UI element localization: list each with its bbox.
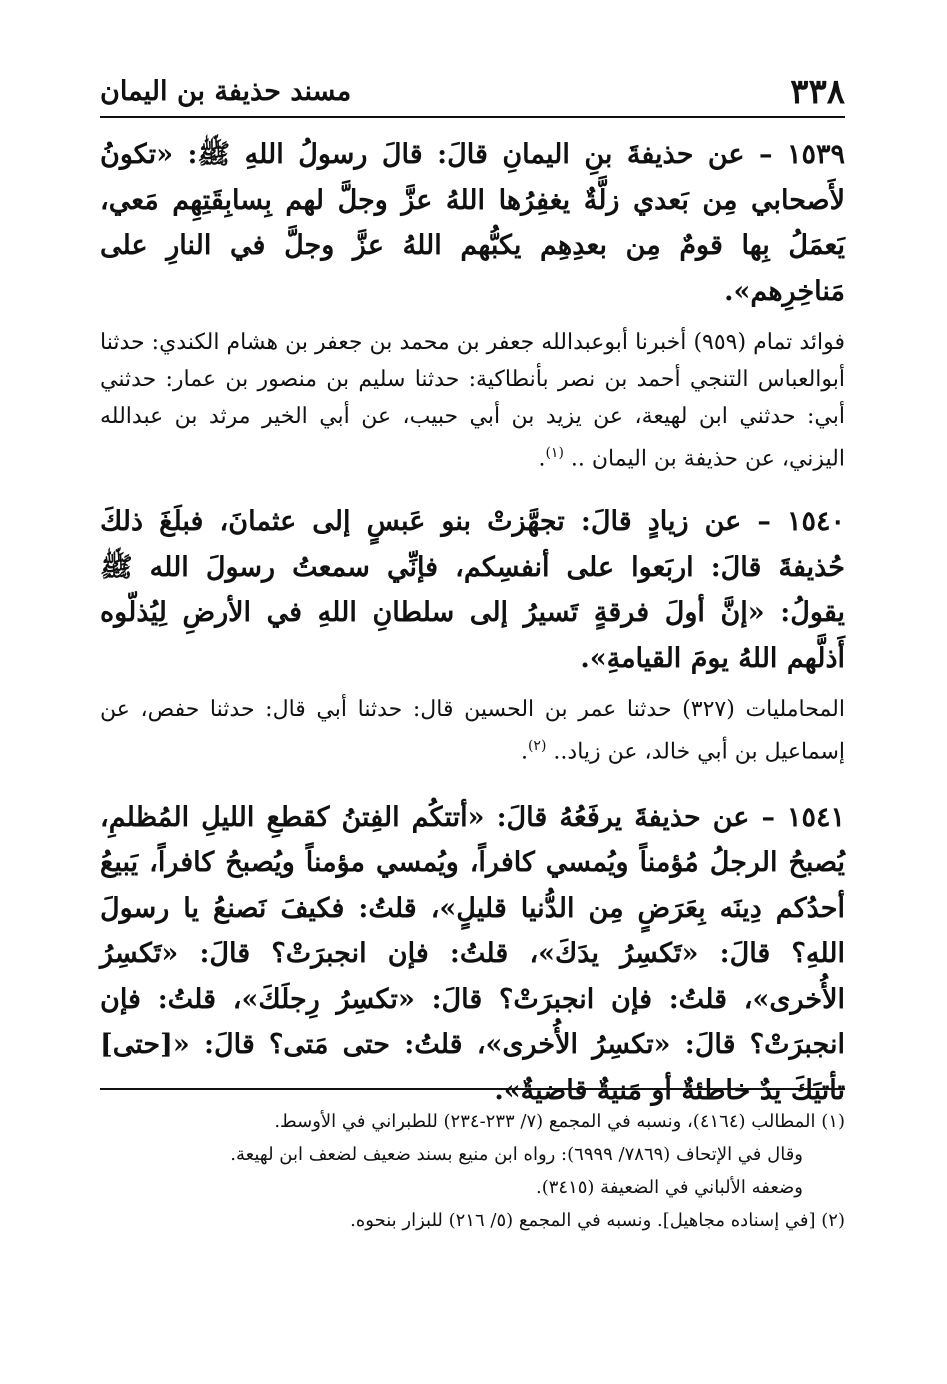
page-header	[100, 60, 845, 118]
book-page	[100, 60, 845, 1113]
footnote-line: (١) المطالب (٤١٦٤)، ونسبه في المجمع (٧/ ٢٣٣-٢٣٤) للطبراني في الأوسط.	[274, 1111, 845, 1132]
hadith-number: ١٥٤٠	[786, 506, 845, 538]
footnote-line: وقال في الإتحاف (٧٨٦٩/ ٦٩٩٩): رواه ابن منيع بسند ضعيف لضعف ابن لهيعة.	[230, 1144, 803, 1165]
hadith-1541	[100, 795, 845, 1114]
source-citation: فوائد تمام (٩٥٩) أخبرنا أبوعبدالله جعفر بن محمد بن جعفر بن هشام الكندي: حدثنا أبوالعباس التنجي أحمد بن نصر بأنطاكية: حدثنا سليم بن منصور بن عمار: حدثني أبي: حدثني ابن لهيعة، عن يزيد بن أبي حبيب، عن أبي الخير مرثد بن عبدالله اليزني، عن حذيفة بن اليمان .. $^{(١)}$.	[100, 330, 845, 472]
page-number: ٣٣٨	[790, 72, 845, 112]
running-title: مسند حذيفة بن اليمان	[100, 76, 352, 107]
footnote-line: (٢) [في إسناده مجاهيل]. ونسبه في المجمع (٥/ ٢١٦) للبزار بنحوه.	[350, 1210, 845, 1231]
hadith-text: – عن حذيفةَ يرفَعُهُ قالَ: «أتتكُم الفِتنُ كقطعِ الليلِ المُظلمِ، يُصبحُ الرجلُ مُؤمناً ويُمسي كافراً، ويُمسي مؤمناً ويُصبحُ كافراً، يَبيعُ أحدُكم دِينَه بِعَرَضٍ مِن الدُّنيا قليلٍ»، قلتُ: فكيفَ نَصنعُ يا رسولَ اللهِ؟ قالَ: «تَكسِرُ يدَكَ»، قلتُ: فإن انجبرَتْ؟ قالَ: «تَكسِرُ الأُخرى»، قلتُ: فإن انجبرَتْ؟ قالَ: «تكسِرُ رِجلَكَ»، قلتُ: فإن انجبرَتْ؟ قالَ: «تكسِرُ الأُخرى»، قلتُ: حتى مَتى؟ قالَ: «[حتى] تأتيَكَ يدٌ خاطئةٌ أو مَنيةٌ قاضيةٌ».	[100, 801, 845, 1106]
source-text: المحامليات (٣٢٧) حدثنا عمر بن الحسين قال: حدثنا أبي قال: حدثنا حفص، عن إسماعيل بن أبي خالد، عن زياد..	[100, 697, 845, 765]
footnote-separator	[100, 1088, 845, 1090]
hadith-1540	[100, 499, 845, 681]
hadith-text: – عن حذيفةَ بنِ اليمانِ قالَ: قالَ رسولُ اللهِ ﷺ: «تكونُ لأَصحابي مِن بَعدي زلَّةٌ يغفِرُها اللهُ عزَّ وجلَّ لهم بِسابِقَتِهِم مَعي، يَعمَلُ بِها قومٌ مِن بعدِهِم يكبُّهم اللهُ عزَّ وجلَّ في النارِ على مَناخِرِهم».	[100, 139, 845, 307]
footnote-line: وضعفه الألباني في الضعيفة (٣٤١٥).	[536, 1177, 803, 1198]
footnote-ref: (٢)	[527, 738, 547, 755]
source-text: فوائد تمام (٩٥٩) أخبرنا أبوعبدالله جعفر بن محمد بن جعفر بن هشام الكندي: حدثنا أبوالعباس التنجي أحمد بن نصر بأنطاكية: حدثنا سليم بن منصور بن عمار: حدثني أبي: حدثني ابن لهيعة، عن يزيد بن أبي حبيب، عن أبي الخير مرثد بن عبدالله اليزني، عن حذيفة بن اليمان ..	[100, 330, 845, 472]
hadith-number: ١٥٤١	[787, 801, 846, 833]
hadith-text: – عن زيادٍ قالَ: تجهَّزتْ بنو عَبسٍ إلى عثمانَ، فبلَغَ ذلكَ حُذيفةَ قالَ: اربَعوا على أنفسِكم، فإنِّي سمعتُ رسولَ الله ﷺ يقولُ: «إنَّ أولَ فرقةٍ تَسيرُ إلى سلطانِ اللهِ في الأرضِ لِيُذلّوه أَذلَّهم اللهُ يومَ القيامةِ».	[100, 506, 845, 674]
hadith-number: ١٥٣٩	[787, 139, 846, 170]
footnote-ref: (١)	[545, 445, 564, 461]
footnotes	[100, 1105, 845, 1237]
source-citation: المحامليات (٣٢٧) حدثنا عمر بن الحسين قال: حدثنا أبي قال: حدثنا حفص، عن إسماعيل بن أبي خالد، عن زياد.. $^{(٢)}$.	[100, 697, 845, 765]
hadith-1539	[100, 132, 845, 314]
